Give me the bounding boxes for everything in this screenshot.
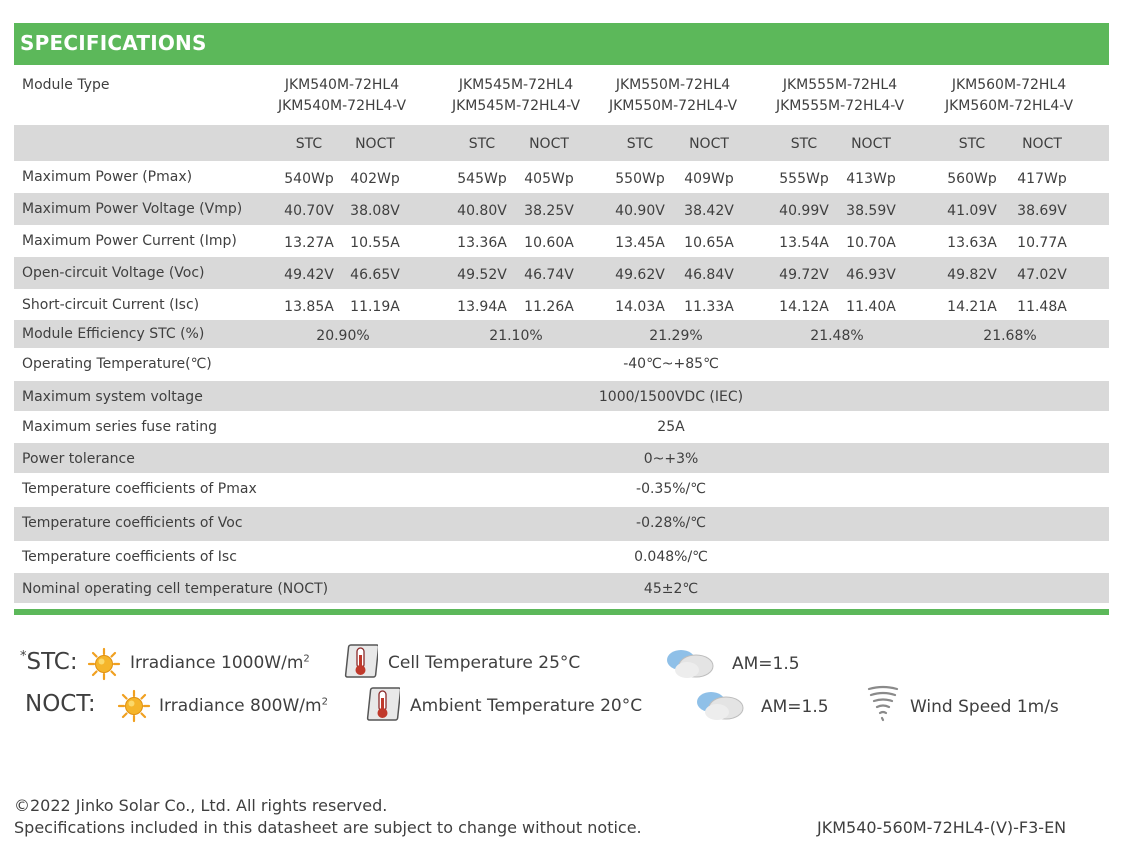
noct-value: 46.74V (524, 267, 574, 283)
model-name: JKM560M-72HL4 (951, 77, 1067, 93)
stc-value: 49.42V (284, 267, 334, 283)
spec-row (14, 257, 1109, 289)
spec-row-label: Maximum Power (Pmax) (22, 169, 193, 185)
stc-value: 13.63A (947, 235, 997, 251)
stc-value: 40.70V (284, 203, 334, 219)
spec-row-label: Short-circuit Current (Isc) (22, 297, 200, 313)
model-name: JKM550M-72HL4 (615, 77, 731, 93)
spec-row-value: 1000/1500VDC (IEC) (598, 389, 744, 405)
model-name-v: JKM540M-72HL4-V (277, 98, 407, 114)
noct-column-header: NOCT (689, 136, 729, 152)
model-name-v: JKM550M-72HL4-V (608, 98, 738, 114)
noct-value: 38.59V (846, 203, 896, 219)
stc-value: 40.80V (457, 203, 507, 219)
noct-value: 402Wp (350, 171, 400, 187)
spec-row (14, 443, 1109, 473)
stc-column-header: STC (468, 136, 496, 152)
stc-cell-temperature: Cell Temperature 25°C (388, 653, 581, 673)
thermometer-icon (366, 686, 400, 726)
spec-row-label: Maximum Power Voltage (Vmp) (22, 201, 243, 217)
noct-value: 47.02V (1017, 267, 1067, 283)
efficiency-label: Module Efficiency STC (%) (22, 326, 205, 342)
divider-line (14, 609, 1109, 615)
stc-star: * (20, 649, 27, 664)
noct-value: 11.33A (684, 299, 734, 315)
efficiency-value: 21.29% (649, 328, 703, 344)
stc-column-header: STC (790, 136, 818, 152)
sun-icon (87, 647, 121, 685)
stc-value: 13.27A (284, 235, 334, 251)
section-title: SPECIFICATIONS (14, 23, 1109, 65)
stc-column-header: STC (626, 136, 654, 152)
spec-row-label: Maximum series fuse rating (22, 419, 217, 435)
stc-value: 550Wp (615, 171, 665, 187)
stc-value: 40.90V (615, 203, 665, 219)
noct-value: 46.93V (846, 267, 896, 283)
noct-irradiance (159, 696, 328, 716)
noct-value: 417Wp (1017, 171, 1067, 187)
noct-value: 10.70A (846, 235, 896, 251)
spec-row-label: Nominal operating cell temperature (NOCT) (22, 581, 329, 597)
stc-irradiance-text: Irradiance 1000W/m (130, 653, 304, 673)
noct-value: 38.42V (684, 203, 734, 219)
noct-value: 10.77A (1017, 235, 1067, 251)
stc-value: 14.03A (615, 299, 665, 315)
efficiency-value: 21.10% (489, 328, 543, 344)
spec-row (14, 193, 1109, 225)
stc-value: 13.94A (457, 299, 507, 315)
noct-irradiance-text: Irradiance 800W/m (159, 696, 322, 716)
noct-value: 38.69V (1017, 203, 1067, 219)
spec-row (14, 541, 1109, 573)
spec-row-value: -0.35%/℃ (636, 481, 706, 497)
stc-value: 41.09V (947, 203, 997, 219)
spec-row-label: Maximum system voltage (22, 389, 203, 405)
stc-value: 40.99V (779, 203, 829, 219)
spec-row-label: Temperature coefficients of Pmax (22, 481, 257, 497)
stc-value: 49.82V (947, 267, 997, 283)
stc-value: 49.62V (615, 267, 665, 283)
noct-value: 38.08V (350, 203, 400, 219)
stc-value: 545Wp (457, 171, 507, 187)
spec-row-label: Open-circuit Voltage (Voc) (22, 265, 205, 281)
spec-row (14, 573, 1109, 603)
spec-row (14, 411, 1109, 443)
stc-value: 14.21A (947, 299, 997, 315)
superscript: 2 (321, 696, 328, 708)
noct-value: 11.26A (524, 299, 574, 315)
stc-value: 13.45A (615, 235, 665, 251)
stc-column-header: STC (295, 136, 323, 152)
spec-row-label: Maximum Power Current (Imp) (22, 233, 237, 249)
noct-value: 405Wp (524, 171, 574, 187)
spec-row (14, 161, 1109, 193)
noct-air-mass: AM=1.5 (761, 697, 829, 717)
noct-column-header: NOCT (355, 136, 395, 152)
model-name: JKM540M-72HL4 (284, 77, 400, 93)
stc-noct-header-row (14, 125, 1109, 161)
efficiency-value: 20.90% (316, 328, 370, 344)
spec-row-label: Power tolerance (22, 451, 135, 467)
spec-row-value: -0.28%/℃ (636, 515, 706, 531)
stc-column-header: STC (958, 136, 986, 152)
model-name: JKM555M-72HL4 (782, 77, 898, 93)
noct-value: 46.84V (684, 267, 734, 283)
noct-lead: NOCT: (25, 691, 96, 717)
noct-ambient-temperature: Ambient Temperature 20°C (410, 696, 643, 716)
stc-lead (20, 649, 78, 675)
spec-row-value: 0.048%/℃ (634, 549, 708, 565)
noct-value: 10.65A (684, 235, 734, 251)
stc-value: 13.54A (779, 235, 829, 251)
thermometer-icon (344, 643, 378, 683)
stc-value: 13.36A (457, 235, 507, 251)
noct-value: 38.25V (524, 203, 574, 219)
stc-value: 540Wp (284, 171, 334, 187)
spec-row (14, 289, 1109, 321)
stc-value: 555Wp (779, 171, 829, 187)
noct-column-header: NOCT (851, 136, 891, 152)
spec-row (14, 348, 1109, 381)
noct-value: 409Wp (684, 171, 734, 187)
stc-irradiance (130, 653, 310, 673)
model-name-v: JKM545M-72HL4-V (451, 98, 581, 114)
stc-value: 560Wp (947, 171, 997, 187)
tornado-icon (866, 684, 900, 726)
spec-row (14, 473, 1109, 507)
noct-column-header: NOCT (529, 136, 569, 152)
cloud-icon (663, 646, 719, 684)
notice-text: Specifications included in this datasheet are subject to change without notice. (14, 818, 642, 837)
noct-value: 413Wp (846, 171, 896, 187)
noct-value: 11.48A (1017, 299, 1067, 315)
stc-lead-text: STC: (26, 649, 78, 675)
spec-row-value: 0~+3% (643, 451, 699, 467)
module-type-label: Module Type (22, 77, 110, 93)
stc-value: 13.85A (284, 299, 334, 315)
spec-row (14, 507, 1109, 541)
noct-value: 11.40A (846, 299, 896, 315)
efficiency-row (14, 320, 1109, 348)
cloud-icon (693, 688, 749, 726)
model-name: JKM545M-72HL4 (458, 77, 574, 93)
copyright-text: ©2022 Jinko Solar Co., Ltd. All rights reserved. (14, 796, 388, 815)
model-name-v: JKM560M-72HL4-V (944, 98, 1074, 114)
spec-row-label: Temperature coefficients of Voc (22, 515, 243, 531)
spec-row-value: 25A (657, 419, 685, 435)
module-type-row (14, 67, 1109, 125)
superscript: 2 (303, 653, 310, 665)
stc-value: 49.72V (779, 267, 829, 283)
noct-wind-speed: Wind Speed 1m/s (910, 697, 1059, 717)
spec-row-label: Temperature coefficients of Isc (22, 549, 237, 565)
efficiency-value: 21.48% (810, 328, 864, 344)
noct-value: 10.55A (350, 235, 400, 251)
noct-column-header: NOCT (1022, 136, 1062, 152)
stc-value: 14.12A (779, 299, 829, 315)
noct-value: 10.60A (524, 235, 574, 251)
noct-value: 11.19A (350, 299, 400, 315)
efficiency-value: 21.68% (983, 328, 1037, 344)
spec-row (14, 225, 1109, 257)
spec-row-value: 45±2℃ (643, 581, 699, 597)
spec-row-value: -40℃~+85℃ (623, 356, 719, 372)
model-name-v: JKM555M-72HL4-V (775, 98, 905, 114)
spec-row (14, 381, 1109, 411)
sun-icon (117, 689, 151, 727)
document-code: JKM540-560M-72HL4-(V)-F3-EN (817, 818, 1067, 837)
stc-value: 49.52V (457, 267, 507, 283)
noct-value: 46.65V (350, 267, 400, 283)
stc-air-mass: AM=1.5 (732, 654, 800, 674)
spec-row-label: Operating Temperature(℃) (22, 356, 212, 372)
